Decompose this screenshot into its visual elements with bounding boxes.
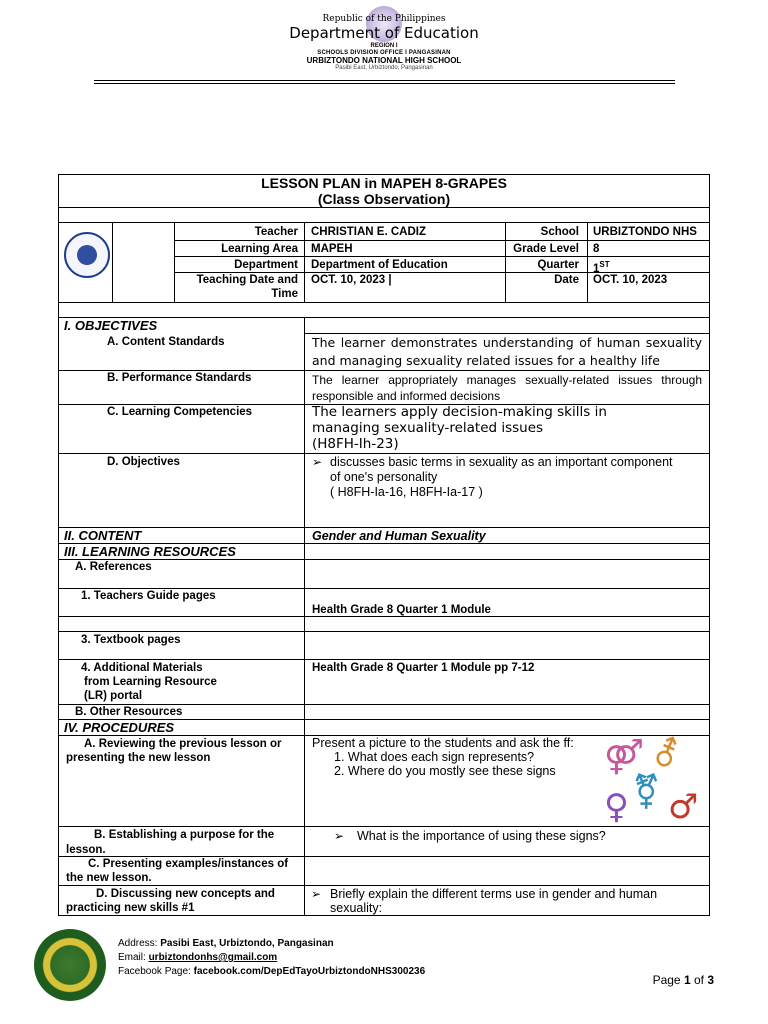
male-female-symbol-icon: ⚦ <box>652 735 681 775</box>
procedure-a-question1: 1. What does each sign represents? <box>334 750 535 764</box>
learning-competencies-line2: managing sexuality-related issues <box>312 420 544 436</box>
row-line <box>58 885 710 886</box>
school-label: School <box>540 226 579 238</box>
teaching-date-label: Teaching Date and Time <box>196 274 298 300</box>
col-line <box>587 222 588 302</box>
footer-email: Email: urbiztondonhs@gmail.com <box>118 952 278 963</box>
footer-facebook: Facebook Page: facebook.com/DepEdTayoUrbiztondoNHS300236 <box>118 966 426 977</box>
row-line <box>174 256 710 257</box>
facebook-link[interactable]: facebook.com/DepEdTayoUrbiztondoNHS300236 <box>193 966 426 977</box>
objectives-heading: I. OBJECTIVES <box>64 318 158 333</box>
female-symbol-icon: ♀ <box>604 787 629 827</box>
col-line <box>505 222 506 302</box>
procedure-b-line1: B. Establishing a purpose for the <box>94 829 275 841</box>
procedure-c-line2: the new lesson. <box>66 872 152 884</box>
teachers-guide-label: 1. Teachers Guide pages <box>81 590 216 602</box>
transgender-symbol-icon: ⚧ <box>632 772 661 812</box>
col-line <box>112 222 113 302</box>
additional-materials-line2: from Learning Resource <box>84 676 217 688</box>
procedure-a-intro: Present a picture to the students and ask the ff: <box>312 736 574 750</box>
row-line <box>58 207 710 208</box>
email-link[interactable]: urbiztondonhs@gmail.com <box>148 952 278 963</box>
republic-text: Republic of the Philippines <box>322 14 446 24</box>
content-standards-label: A. Content Standards <box>107 336 225 348</box>
row-line <box>58 453 710 454</box>
school-name: URBIZTONDO NATIONAL HIGH SCHOOL <box>306 56 462 65</box>
resources-heading: III. LEARNING RESOURCES <box>64 544 236 559</box>
page-number: Page 1 of 3 <box>652 973 714 987</box>
division-text: SCHOOLS DIVISION OFFICE I PANGASINAN <box>317 50 451 56</box>
quarter-label: Quarter <box>537 259 579 271</box>
school-address: Pasibi East, Urbiztondo, Pangasinan <box>335 65 433 71</box>
additional-materials-value: Health Grade 8 Quarter 1 Module pp 7-12 <box>312 662 535 674</box>
procedure-b-line2: lesson. <box>66 844 106 856</box>
learning-competencies-code: (H8FH-Ih-23) <box>312 436 399 452</box>
objective-line1: discusses basic terms in sexuality as an important component <box>330 455 673 469</box>
procedure-b-question: What is the importance of using these signs? <box>357 829 606 843</box>
col-line <box>304 222 305 302</box>
additional-materials-line3: (LR) portal <box>84 690 143 702</box>
intersex-symbol-icon: ⚤ <box>604 737 644 777</box>
teaching-date-value: OCT. 10, 2023 | <box>311 274 392 286</box>
procedure-d-line1: D. Discussing new concepts and <box>96 888 275 900</box>
quarter-value: 1ST <box>593 260 610 275</box>
school-value: URBIZTONDO NHS <box>593 226 697 238</box>
teacher-label: Teacher <box>254 226 298 238</box>
procedure-d-text2: sexuality: <box>330 901 383 915</box>
learning-competencies-label: C. Learning Competencies <box>107 406 253 418</box>
row-line <box>58 559 710 560</box>
header-rule <box>94 80 675 81</box>
arrow-bullet-icon: ➢ <box>311 887 322 901</box>
references-label: A. References <box>75 561 152 573</box>
performance-standards-text: The learner appropriately manages sexually-related issues through responsible and informed decisions <box>312 373 702 403</box>
procedure-c-line1: C. Presenting examples/instances of <box>88 858 289 870</box>
objective-line2: of one's personality <box>330 470 438 484</box>
grade-level-value: 8 <box>593 243 600 255</box>
content-standards-text: The learner demonstrates understanding of human sexuality and managing sexuality related issues for a healthy life <box>312 335 702 368</box>
performance-standards-label: B. Performance Standards <box>107 372 252 384</box>
procedure-d-text1: Briefly explain the different terms use in gender and human <box>330 887 658 901</box>
row-line <box>58 302 710 303</box>
objective-code: ( H8FH-Ia-16, H8FH-Ia-17 ) <box>330 485 483 499</box>
date-value: OCT. 10, 2023 <box>593 274 668 286</box>
row-line <box>58 659 710 660</box>
learning-competencies-line1: The learners apply decision-making skills in <box>312 404 607 420</box>
department-title: Department of Education <box>289 24 479 42</box>
procedure-a-line1: A. Reviewing the previous lesson or <box>84 738 282 750</box>
col-line <box>304 317 305 916</box>
department-label: Department <box>234 259 298 271</box>
date-label: Date <box>554 274 579 286</box>
row-line <box>174 240 710 241</box>
objectives-label: D. Objectives <box>107 456 180 468</box>
teacher-value: CHRISTIAN E. CADIZ <box>311 226 426 238</box>
procedures-heading: IV. PROCEDURES <box>64 720 175 735</box>
procedure-d-line2: practicing new skills #1 <box>66 902 195 914</box>
textbook-label: 3. Textbook pages <box>81 634 181 646</box>
plan-subtitle: (Class Observation) <box>317 191 451 207</box>
content-value: Gender and Human Sexuality <box>312 529 486 543</box>
arrow-bullet-icon: ➢ <box>312 455 323 469</box>
header-rule-2 <box>94 83 675 84</box>
col-line <box>174 222 175 302</box>
procedure-a-line2: presenting the new lesson <box>66 752 211 764</box>
deped-seal-logo <box>64 232 110 278</box>
row-line <box>58 527 710 528</box>
content-heading: II. CONTENT <box>64 528 142 543</box>
school-seal-logo <box>34 929 106 1001</box>
row-line <box>58 222 710 223</box>
teachers-guide-value: Health Grade 8 Quarter 1 Module <box>312 604 491 616</box>
procedure-a-question2: 2. Where do you mostly see these signs <box>334 764 556 778</box>
arrow-bullet-icon: ➢ <box>334 829 345 843</box>
department-value: Department of Education <box>311 259 448 271</box>
row-line <box>58 631 710 632</box>
footer-address: Address: Pasibi East, Urbiztondo, Pangasinan <box>118 938 334 949</box>
other-resources-label: B. Other Resources <box>75 706 183 718</box>
additional-materials-line1: 4. Additional Materials <box>81 662 203 674</box>
learning-area-label: Learning Area <box>221 243 298 255</box>
grade-level-label: Grade Level <box>513 243 579 255</box>
plan-title: LESSON PLAN in MAPEH 8-GRAPES <box>261 175 507 191</box>
region-text: REGION I <box>370 43 398 49</box>
male-symbol-icon: ♂ <box>668 787 699 827</box>
learning-area-value: MAPEH <box>311 243 353 255</box>
